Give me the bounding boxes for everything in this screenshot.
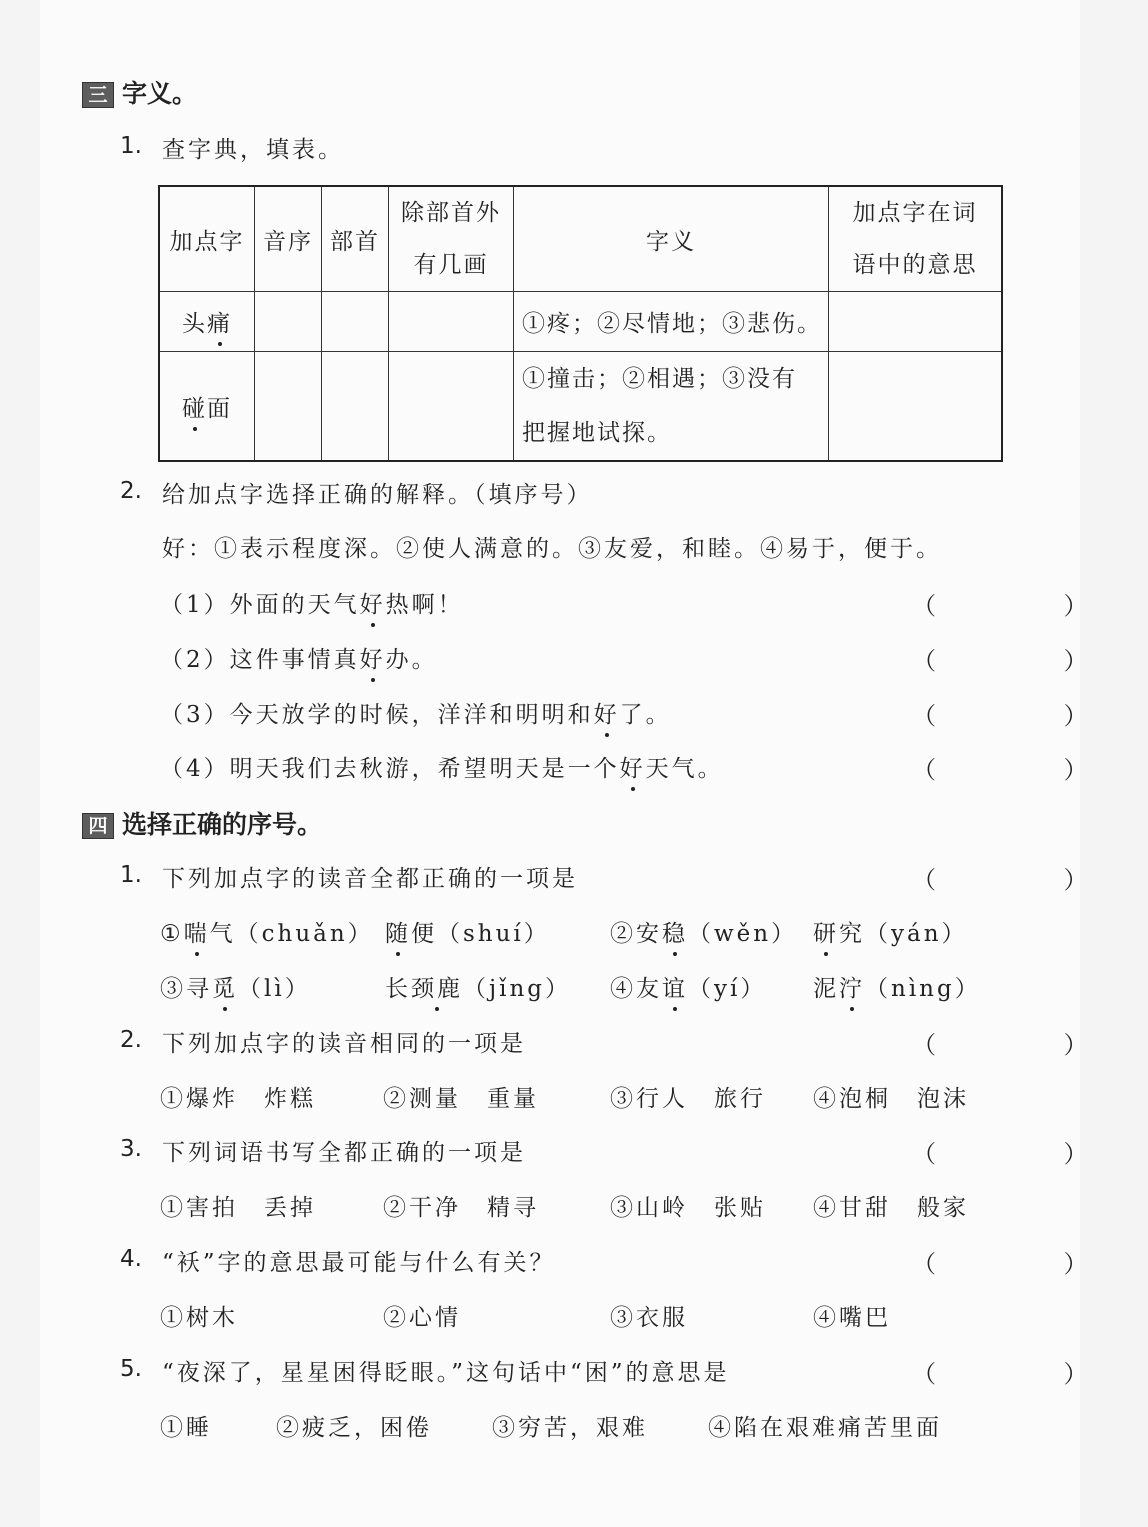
q3-2-item-1 <box>160 586 464 619</box>
q3-2-prompt: 给加点字选择正确的解释。（填序号） <box>162 482 593 508</box>
item-text: 办。 <box>385 647 438 673</box>
row1-strokes-cell[interactable] <box>389 292 514 352</box>
q3-2-item-4 <box>160 750 724 783</box>
q4-1-option-2 <box>610 915 797 948</box>
q4-3-option-2: ②干净 精寻 <box>383 1195 539 1221</box>
dotted-char: 好 <box>360 586 386 619</box>
item-label: （3） <box>160 702 230 728</box>
row2-word-b: 面 <box>207 395 232 422</box>
q4-5-answer-blank[interactable]: （ ） <box>912 1360 1148 1388</box>
q3-2-item-2 <box>160 641 438 674</box>
table-row <box>159 292 1002 352</box>
header-strokes-line1: 除部首外 <box>401 200 501 226</box>
q4-5-option-4: ④陷在艰难痛苦里面 <box>708 1415 942 1441</box>
option-text: 气 <box>209 921 236 947</box>
dotted-char: 好 <box>360 641 386 674</box>
item-label: （4） <box>160 756 230 782</box>
dotted-char: 喘 <box>184 915 210 948</box>
q4-4-option-1: ①树木 <box>160 1305 238 1331</box>
header-miw-line1: 加点字在词 <box>852 200 978 226</box>
q4-1-number: 1. <box>120 862 142 888</box>
q4-2-option-4: ④泡桐 泡沫 <box>813 1086 969 1112</box>
section-4-title: 选择正确的序号。 <box>122 810 323 839</box>
row2-strokes-cell[interactable] <box>389 352 514 462</box>
option-text: 长 <box>385 976 411 1002</box>
pinyin: （yán） <box>865 921 968 947</box>
header-strokes <box>389 186 514 292</box>
row2-meaning-line2: 把握地试探。 <box>522 420 672 446</box>
pinyin: （lì） <box>238 976 311 1002</box>
q4-4-prompt: “袄”字的意思最可能与什么有关？ <box>162 1250 556 1276</box>
q4-2-number: 2. <box>120 1027 142 1053</box>
q4-5-option-3: ③穷苦，艰难 <box>492 1415 648 1441</box>
section-3-heading <box>82 74 197 110</box>
row2-meaning <box>514 352 829 462</box>
q4-1-prompt: 下列加点字的读音全都正确的一项是 <box>162 866 578 892</box>
section-4-marker: 四 <box>82 813 114 839</box>
row1-radical-cell[interactable] <box>322 292 389 352</box>
q4-3-answer-blank[interactable]: （ ） <box>912 1140 1148 1168</box>
table-row <box>159 352 1002 462</box>
header-dotted-char: 加点字 <box>159 186 255 292</box>
option-text: 寻 <box>186 976 212 1002</box>
dotted-char: 随 <box>385 915 411 948</box>
q4-2-option-3: ③行人 旅行 <box>610 1086 766 1112</box>
item-text: 天气。 <box>645 756 724 782</box>
option-text: 究 <box>839 921 865 947</box>
q4-1-option-3b <box>385 970 571 1003</box>
q4-2-option-1: ①爆炸 炸糕 <box>160 1086 316 1112</box>
q4-2-prompt: 下列加点字的读音相同的一项是 <box>162 1031 526 1057</box>
dotted-char: 好 <box>620 750 646 783</box>
q3-1-prompt: 查字典，填表。 <box>162 137 344 163</box>
section-3-title: 字义。 <box>122 79 198 108</box>
item-text: 了。 <box>619 702 672 728</box>
row2-meaning-line1: ①撞击；②相遇；③没有 <box>522 366 797 392</box>
row2-word <box>159 352 255 462</box>
answer-blank-4[interactable]: （ ） <box>912 756 1148 784</box>
q4-2-option-2: ②测量 重量 <box>383 1086 539 1112</box>
item-text: 明天我们去秋游，希望明天是一个 <box>229 756 620 782</box>
pinyin: （shuí） <box>437 921 550 947</box>
option-text: 泥 <box>813 976 839 1002</box>
pinyin: （chuǎn） <box>235 921 374 947</box>
q3-2-item-3 <box>160 696 672 729</box>
q4-1-option-4b <box>813 970 981 1003</box>
answer-blank-3[interactable]: （ ） <box>912 702 1148 730</box>
answer-blank-2[interactable]: （ ） <box>912 647 1148 675</box>
option-label: ② <box>610 921 636 947</box>
pinyin: （nìng） <box>865 976 981 1002</box>
hao-definitions: 好：①表示程度深。②使人满意的。③友爱，和睦。④易于，便于。 <box>162 536 942 562</box>
row1-phonetic-cell[interactable] <box>255 292 322 352</box>
pinyin: （wěn） <box>688 921 798 947</box>
row2-dotted-char: 碰 <box>182 390 207 423</box>
row1-word <box>159 292 255 352</box>
option-text: 安 <box>636 921 662 947</box>
row1-meaning-in-word-cell[interactable] <box>829 292 1003 352</box>
section-3-marker: 三 <box>82 82 114 108</box>
q4-4-number: 4. <box>120 1246 142 1272</box>
row2-phonetic-cell[interactable] <box>255 352 322 462</box>
item-label: （2） <box>160 647 230 673</box>
q4-3-prompt: 下列词语书写全都正确的一项是 <box>162 1140 526 1166</box>
q3-1-number: 1. <box>120 133 142 159</box>
dotted-char: 谊 <box>662 970 688 1003</box>
row2-meaning-in-word-cell[interactable] <box>829 352 1003 462</box>
option-label: ① <box>160 921 184 947</box>
q4-4-option-3: ③衣服 <box>610 1305 688 1331</box>
q4-4-option-2: ②心情 <box>383 1305 461 1331</box>
section-4-heading <box>82 805 322 841</box>
dotted-char: 颈鹿 <box>411 970 463 1003</box>
dotted-char: 好 <box>594 696 620 729</box>
q4-1-option-4 <box>610 970 766 1003</box>
row1-dotted-char: 痛 <box>207 305 232 338</box>
q4-5-number: 5. <box>120 1356 142 1382</box>
item-text: 外面的天气 <box>229 592 360 618</box>
header-miw-line2: 语中的意思 <box>852 252 978 278</box>
q4-1-option-1 <box>160 915 374 948</box>
item-text: 今天放学的时候，洋洋和明明和 <box>229 702 594 728</box>
q4-1-option-2b <box>813 915 968 948</box>
dotted-char: 泞 <box>839 970 865 1003</box>
item-text: 热啊！ <box>385 592 464 618</box>
q4-4-answer-blank[interactable]: （ ） <box>912 1250 1148 1278</box>
row1-word-a: 头 <box>182 311 207 337</box>
dictionary-table <box>158 185 1003 462</box>
header-meaning: 字义 <box>514 186 829 292</box>
option-label: ③ <box>160 976 186 1002</box>
q4-4-option-4: ④嘴巴 <box>813 1305 891 1331</box>
pinyin: （yí） <box>688 976 767 1002</box>
q4-5-prompt: “夜深了，星星困得眨眼。”这句话中“困”的意思是 <box>162 1360 730 1386</box>
dotted-char: 研 <box>813 915 839 948</box>
dotted-char: 稳 <box>662 915 688 948</box>
pinyin: （jǐng） <box>463 976 572 1002</box>
q4-5-option-1: ①睡 <box>160 1415 212 1441</box>
item-label: （1） <box>160 592 230 618</box>
answer-blank-1[interactable]: （ ） <box>912 592 1148 620</box>
option-label: ④ <box>610 976 636 1002</box>
q4-1-option-1b <box>385 915 550 948</box>
header-strokes-line2: 有几画 <box>413 252 489 278</box>
q4-1-option-3 <box>160 970 311 1003</box>
q3-2-number: 2. <box>120 478 142 504</box>
q4-1-answer-blank[interactable]: （ ） <box>912 866 1148 894</box>
row2-radical-cell[interactable] <box>322 352 389 462</box>
q4-3-number: 3. <box>120 1136 142 1162</box>
header-phonetic-order: 音序 <box>255 186 322 292</box>
header-meaning-in-word <box>829 186 1003 292</box>
q4-3-option-3: ③山岭 张贴 <box>610 1195 766 1221</box>
option-text: 友 <box>636 976 662 1002</box>
row1-meaning: ①疼；②尽情地；③悲伤。 <box>514 292 829 352</box>
q4-5-option-2: ②疲乏，困倦 <box>276 1415 432 1441</box>
item-text: 这件事情真 <box>229 647 360 673</box>
q4-3-option-4: ④甘甜 般家 <box>813 1195 969 1221</box>
q4-2-answer-blank[interactable]: （ ） <box>912 1031 1148 1059</box>
dotted-char: 觅 <box>212 970 238 1003</box>
header-radical: 部首 <box>322 186 389 292</box>
q4-3-option-1: ①害拍 丢掉 <box>160 1195 316 1221</box>
option-text: 便 <box>411 921 437 947</box>
